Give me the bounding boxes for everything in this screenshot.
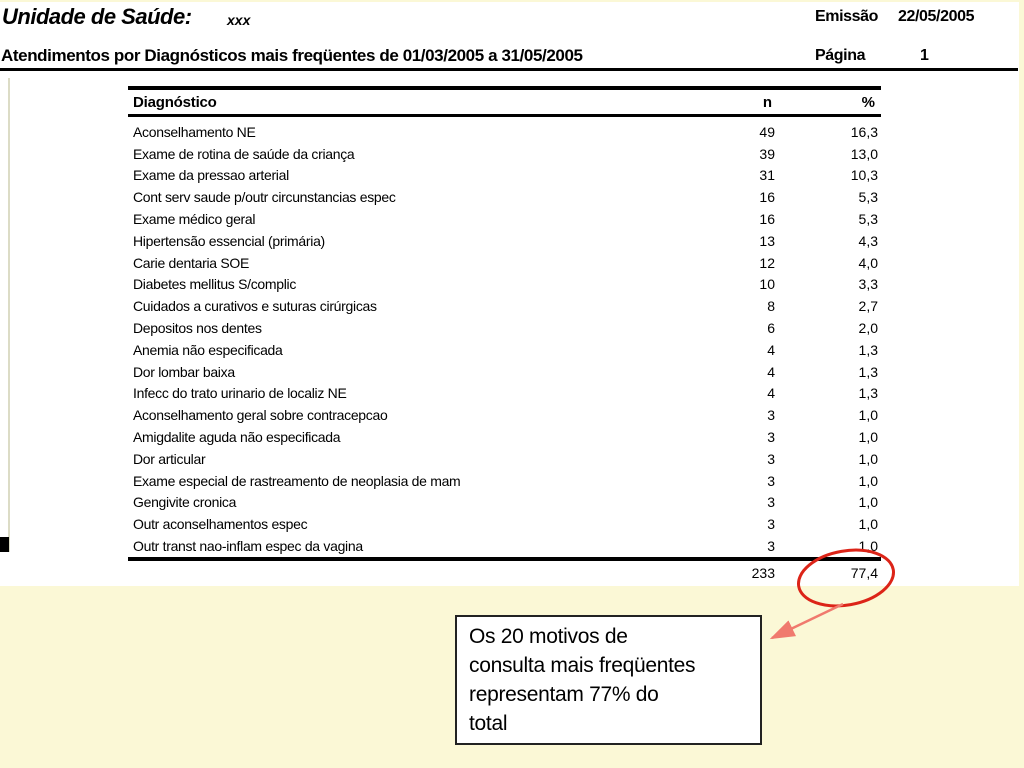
count-cell: 31 — [759, 167, 775, 184]
diagnosis-cell: Exame especial de rastreamento de neoplasia de mam — [133, 472, 461, 489]
diagnosis-cell: Infecc do trato urinario de localiz NE — [133, 385, 347, 402]
report-document — [0, 2, 1019, 586]
percent-cell: 1,0 — [858, 538, 878, 555]
table-row — [128, 165, 881, 187]
percent-cell: 4,0 — [858, 254, 878, 271]
diagnosis-cell: Exame de rotina de saúde da criança — [133, 145, 355, 162]
table-row — [128, 274, 881, 296]
report-subtitle: Atendimentos por Diagnósticos mais freqüentes de 01/03/2005 a 31/05/2005 — [1, 46, 583, 65]
percent-cell: 2,0 — [858, 320, 878, 337]
count-cell: 3 — [767, 429, 775, 446]
header-rule — [0, 68, 1018, 71]
count-cell: 3 — [767, 538, 775, 555]
count-cell: 16 — [759, 189, 775, 206]
diagnosis-table-body — [128, 117, 881, 557]
diagnosis-cell: Hipertensão essencial (primária) — [133, 232, 325, 249]
diagnosis-cell: Aconselhamento geral sobre contracepcao — [133, 407, 388, 424]
percent-cell: 10,3 — [850, 167, 878, 184]
table-row — [128, 492, 881, 514]
percent-cell: 1,0 — [858, 450, 878, 467]
diagnosis-cell: Dor articular — [133, 450, 206, 467]
annotation-line: total — [469, 712, 508, 735]
count-cell: 3 — [767, 450, 775, 467]
percent-cell: 1,3 — [858, 385, 878, 402]
count-cell: 49 — [759, 123, 775, 140]
table-row — [128, 208, 881, 230]
annotation-line: Os 20 motivos de — [469, 625, 628, 648]
percent-cell: 1,3 — [858, 341, 878, 358]
count-cell: 3 — [767, 472, 775, 489]
percent-cell: 16,3 — [850, 123, 878, 140]
annotation-line: consulta mais freqüentes — [469, 654, 696, 677]
unit-value: xxx — [227, 12, 251, 28]
annotation-arrow — [772, 604, 843, 638]
diagnosis-cell: Anemia não especificada — [133, 341, 283, 358]
table-row — [128, 186, 881, 208]
table-row — [128, 448, 881, 470]
percent-cell: 5,3 — [858, 211, 878, 228]
table-row — [128, 339, 881, 361]
diagnosis-cell: Carie dentaria SOE — [133, 254, 249, 271]
percent-cell: 1,0 — [858, 494, 878, 511]
diagnosis-cell: Aconselhamento NE — [133, 123, 256, 140]
screenshot-edge-line — [8, 78, 10, 552]
table-row — [128, 230, 881, 252]
table-row — [128, 295, 881, 317]
table-row — [128, 252, 881, 274]
count-cell: 3 — [767, 407, 775, 424]
count-cell: 3 — [767, 516, 775, 533]
table-row — [128, 470, 881, 492]
table-row — [128, 317, 881, 339]
percent-cell: 3,3 — [858, 276, 878, 293]
column-header-diagnosis: Diagnóstico — [133, 93, 217, 111]
percent-cell: 13,0 — [850, 145, 878, 162]
count-cell: 8 — [767, 298, 775, 315]
diagnosis-cell: Depositos nos dentes — [133, 320, 262, 337]
screenshot-edge-mark — [0, 537, 9, 552]
page-label: Página — [815, 47, 866, 64]
count-cell: 16 — [759, 211, 775, 228]
count-cell: 3 — [767, 494, 775, 511]
column-header-percent: % — [861, 93, 875, 111]
diagnosis-cell: Exame da pressao arterial — [133, 167, 289, 184]
diagnosis-cell: Diabetes mellitus S/complic — [133, 276, 297, 293]
count-cell: 13 — [759, 232, 775, 249]
diagnosis-cell: Exame médico geral — [133, 211, 256, 228]
table-row — [128, 513, 881, 535]
diagnosis-cell: Dor lombar baixa — [133, 363, 235, 380]
table-total-row — [128, 561, 881, 585]
count-cell: 12 — [759, 254, 775, 271]
count-cell: 4 — [767, 385, 775, 402]
annotation-box — [455, 615, 762, 745]
diagnosis-table — [128, 86, 881, 585]
count-cell: 10 — [759, 276, 775, 293]
diagnosis-cell: Cont serv saude p/outr circunstancias espec — [133, 189, 396, 206]
annotation-line: representam 77% do — [469, 683, 659, 706]
unit-label: Unidade de Saúde: — [2, 4, 192, 29]
emission-date: 22/05/2005 — [898, 8, 975, 25]
percent-cell: 1,0 — [858, 516, 878, 533]
table-row — [128, 383, 881, 405]
table-row — [128, 426, 881, 448]
table-row — [128, 361, 881, 383]
table-header-row — [128, 90, 881, 117]
column-header-count: n — [762, 93, 772, 111]
total-percent: 77,4 — [850, 564, 878, 581]
percent-cell: 1,3 — [858, 363, 878, 380]
diagnosis-cell: Cuidados a curativos e suturas cirúrgicas — [133, 298, 377, 315]
count-cell: 4 — [767, 341, 775, 358]
emission-label: Emissão — [815, 8, 879, 25]
percent-cell: 5,3 — [858, 189, 878, 206]
table-row — [128, 404, 881, 426]
table-row — [128, 535, 881, 557]
count-cell: 4 — [767, 363, 775, 380]
page-number: 1 — [920, 47, 929, 64]
count-cell: 39 — [759, 145, 775, 162]
table-row — [128, 143, 881, 165]
diagnosis-cell: Gengivite cronica — [133, 494, 237, 511]
percent-cell: 1,0 — [858, 407, 878, 424]
diagnosis-cell: Outr aconselhamentos espec — [133, 516, 308, 533]
total-count: 233 — [751, 564, 775, 581]
percent-cell: 2,7 — [858, 298, 878, 315]
diagnosis-cell: Amigdalite aguda não especificada — [133, 429, 341, 446]
percent-cell: 4,3 — [858, 232, 878, 249]
table-row — [128, 121, 881, 143]
diagnosis-cell: Outr transt nao-inflam espec da vagina — [133, 538, 363, 555]
count-cell: 6 — [767, 320, 775, 337]
percent-cell: 1,0 — [858, 429, 878, 446]
percent-cell: 1,0 — [858, 472, 878, 489]
